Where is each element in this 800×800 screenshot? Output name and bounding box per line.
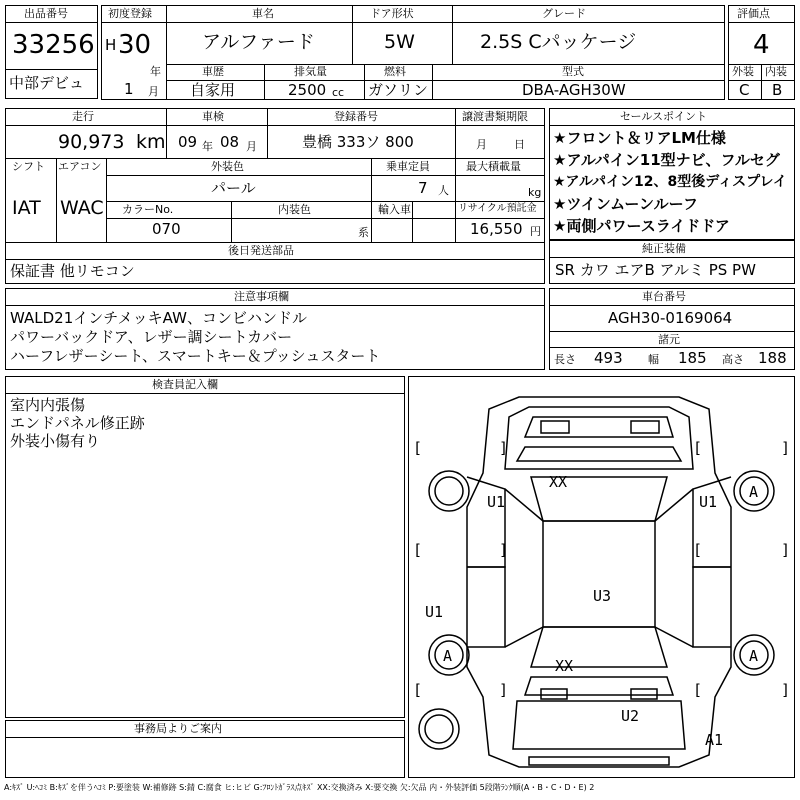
mark-right-rear-tire: A <box>749 647 759 665</box>
interior-label: 内装 <box>765 65 787 78</box>
mileage-unit: km <box>136 131 166 153</box>
note-line-1: WALD21インチメッキAW、コンビハンドル <box>10 309 307 327</box>
sales-point-4: ★ツインムーンルーフ <box>553 195 698 213</box>
sales-point-3: ★アルパイン12、8型後ディスプレイ <box>553 174 787 190</box>
note-line-2: パワーバックドア、レザー調シートカバー <box>10 328 293 346</box>
damage-diagram <box>408 376 795 778</box>
chassis-label: 車台番号 <box>642 290 686 303</box>
note-line-3: ハーフレザーシート、スマートキー＆プッシュスタート <box>10 347 381 365</box>
sales-point-5: ★両側パワースライドドア <box>553 217 730 235</box>
year-unit: 年 <box>150 65 161 78</box>
load-unit: kg <box>528 186 542 199</box>
mark-bumper: U2 <box>621 707 640 725</box>
history-value: 自家用 <box>190 81 236 99</box>
era: H <box>105 36 117 54</box>
length-value: 493 <box>594 349 623 367</box>
exterior-label: 外装 <box>732 65 754 78</box>
lot-section <box>5 5 98 99</box>
length-label: 長さ <box>554 353 576 366</box>
reg-month: 1 <box>124 80 134 98</box>
model-value: DBA-AGH30W <box>522 81 626 99</box>
mark-right-front-tire: A <box>749 483 759 501</box>
legend: A:ｷｽﾞ U:ﾍｺﾐ B:ｷｽﾞを伴うﾍｺﾐ P:要塗装 W:補修跡 S:錆 C:腐食 ヒ:ヒビ G:ﾌﾛﾝﾄｶﾞﾗｽ点ｷｽﾞ XX:交換済み X:要交換 欠:欠品 内・外装評価 5段階ﾗﾝｸ順(A・B・C・D・E) 2 <box>4 783 595 792</box>
inspector-section <box>5 376 405 718</box>
color-no-label: カラーNo. <box>122 203 174 216</box>
transfer-label: 譲渡書類期限 <box>462 110 528 123</box>
bracket-7: [ <box>693 541 703 559</box>
recycle-label: リサイクル預託金 <box>458 203 537 214</box>
mark-right-front: U1 <box>699 493 718 511</box>
model-label: 型式 <box>562 65 584 78</box>
height-value: 188 <box>758 349 787 367</box>
inspector-label: 検査員記入欄 <box>152 378 218 391</box>
equipment-value: SR カワ エアB アルミ PS PW <box>555 261 756 279</box>
mileage-label: 走行 <box>72 110 94 123</box>
fuel-label: 燃料 <box>384 65 406 78</box>
color-label: 外装色 <box>211 160 244 173</box>
exterior-grade: C <box>739 81 750 99</box>
car-name: アルファード <box>202 31 315 53</box>
score-label: 評価点 <box>737 7 770 20</box>
insp-month-unit: 月 <box>246 140 257 153</box>
plate-label: 登録番号 <box>334 110 378 123</box>
bracket-3: [ <box>693 439 703 457</box>
equipment-label: 純正装備 <box>642 242 686 255</box>
width-value: 185 <box>678 349 707 367</box>
shift-label: シフト <box>12 160 45 173</box>
history-label: 車歴 <box>202 65 224 78</box>
sales-points-label: セールスポイント <box>620 110 708 123</box>
capacity-label: 乗車定員 <box>386 160 430 173</box>
dims-label: 諸元 <box>658 333 680 346</box>
ac-label: エアコン <box>58 160 102 173</box>
reg-year: 30 <box>118 30 152 60</box>
mileage-value: 90,973 <box>58 131 125 153</box>
debut-label: 中部デビュ <box>9 74 85 92</box>
load-label: 最大積載量 <box>466 160 521 173</box>
shift-value: IAT <box>12 197 41 219</box>
car-name-label: 車名 <box>252 7 274 20</box>
bracket-2: ] <box>499 439 509 457</box>
bracket-5: [ <box>413 541 423 559</box>
displacement-value: 2500 <box>288 81 327 99</box>
int-color-unit: 系 <box>358 226 369 239</box>
later-parts-value: 保証書 他リモコン <box>10 262 135 280</box>
car-diagram <box>409 377 794 777</box>
first-reg-section <box>101 5 725 100</box>
grade-label: グレード <box>542 7 586 20</box>
insp-month: 08 <box>220 133 240 151</box>
color-value: パール <box>211 179 256 197</box>
lot-number: 33256 <box>12 30 95 60</box>
sales-point-1: ★フロント＆リアLM仕様 <box>553 129 726 147</box>
chassis-section <box>549 288 795 370</box>
mark-left-rear: U1 <box>425 603 444 621</box>
bracket-11: [ <box>693 681 703 699</box>
capacity-unit: 人 <box>438 184 449 197</box>
bracket-1: [ <box>413 439 423 457</box>
mark-hood: XX <box>549 473 568 491</box>
office-section <box>5 720 405 778</box>
chassis-value: AGH30-0169064 <box>608 309 733 327</box>
notes-section <box>5 288 545 370</box>
notes-label: 注意事項欄 <box>234 290 289 303</box>
bracket-10: ] <box>499 681 509 699</box>
interior-grade: B <box>772 81 783 99</box>
month-unit: 月 <box>148 85 159 98</box>
displacement-unit: cc <box>332 86 345 99</box>
ac-value: WAC <box>60 197 104 219</box>
bracket-4: ] <box>781 439 791 457</box>
transfer-month: 月 <box>476 138 487 151</box>
mark-spare: A1 <box>705 731 724 749</box>
int-color-label: 内装色 <box>278 203 311 216</box>
import-label: 輸入車 <box>378 203 411 216</box>
mark-roof: U3 <box>593 587 612 605</box>
info-section <box>5 108 545 284</box>
insp-year: 09 <box>178 133 198 151</box>
score-section <box>728 5 795 100</box>
grade-value: 2.5S Cパッケージ <box>480 31 637 53</box>
mark-left-rear-tire: A <box>443 647 453 665</box>
sales-points-section <box>549 108 795 240</box>
transfer-day: 日 <box>514 138 525 151</box>
recycle-unit: 円 <box>530 225 541 238</box>
bracket-9: [ <box>413 681 423 699</box>
lot-label: 出品番号 <box>24 7 68 20</box>
first-reg-label: 初度登録 <box>108 7 152 20</box>
insp-year-unit: 年 <box>202 140 213 153</box>
width-label: 幅 <box>648 353 659 366</box>
height-label: 高さ <box>722 353 744 366</box>
color-no-value: 070 <box>152 220 181 238</box>
fuel-value: ガソリン <box>368 81 429 99</box>
mark-left-front: U1 <box>487 493 506 511</box>
plate-value: 豊橋 333ソ 800 <box>302 133 414 151</box>
inspector-line-3: 外装小傷有り <box>10 432 101 450</box>
door-value: 5W <box>384 31 415 53</box>
inspector-line-1: 室内内張傷 <box>10 396 86 414</box>
score-value: 4 <box>753 30 770 60</box>
equipment-section <box>549 240 795 284</box>
recycle-value: 16,550 <box>470 220 523 238</box>
door-label: ドア形状 <box>370 7 414 20</box>
bracket-6: ] <box>499 541 509 559</box>
bracket-8: ] <box>781 541 791 559</box>
later-parts-label: 後日発送部品 <box>228 244 294 257</box>
mark-rear: XX <box>555 657 574 675</box>
sales-point-2: ★アルパイン11型ナビ、フルセグ <box>553 151 780 169</box>
bracket-12: ] <box>781 681 791 699</box>
capacity-value: 7 <box>418 179 428 197</box>
displacement-label: 排気量 <box>294 65 327 78</box>
inspection-label: 車検 <box>202 110 224 123</box>
inspector-line-2: エンドパネル修正跡 <box>10 414 145 432</box>
office-label: 事務局よりご案内 <box>134 722 222 735</box>
